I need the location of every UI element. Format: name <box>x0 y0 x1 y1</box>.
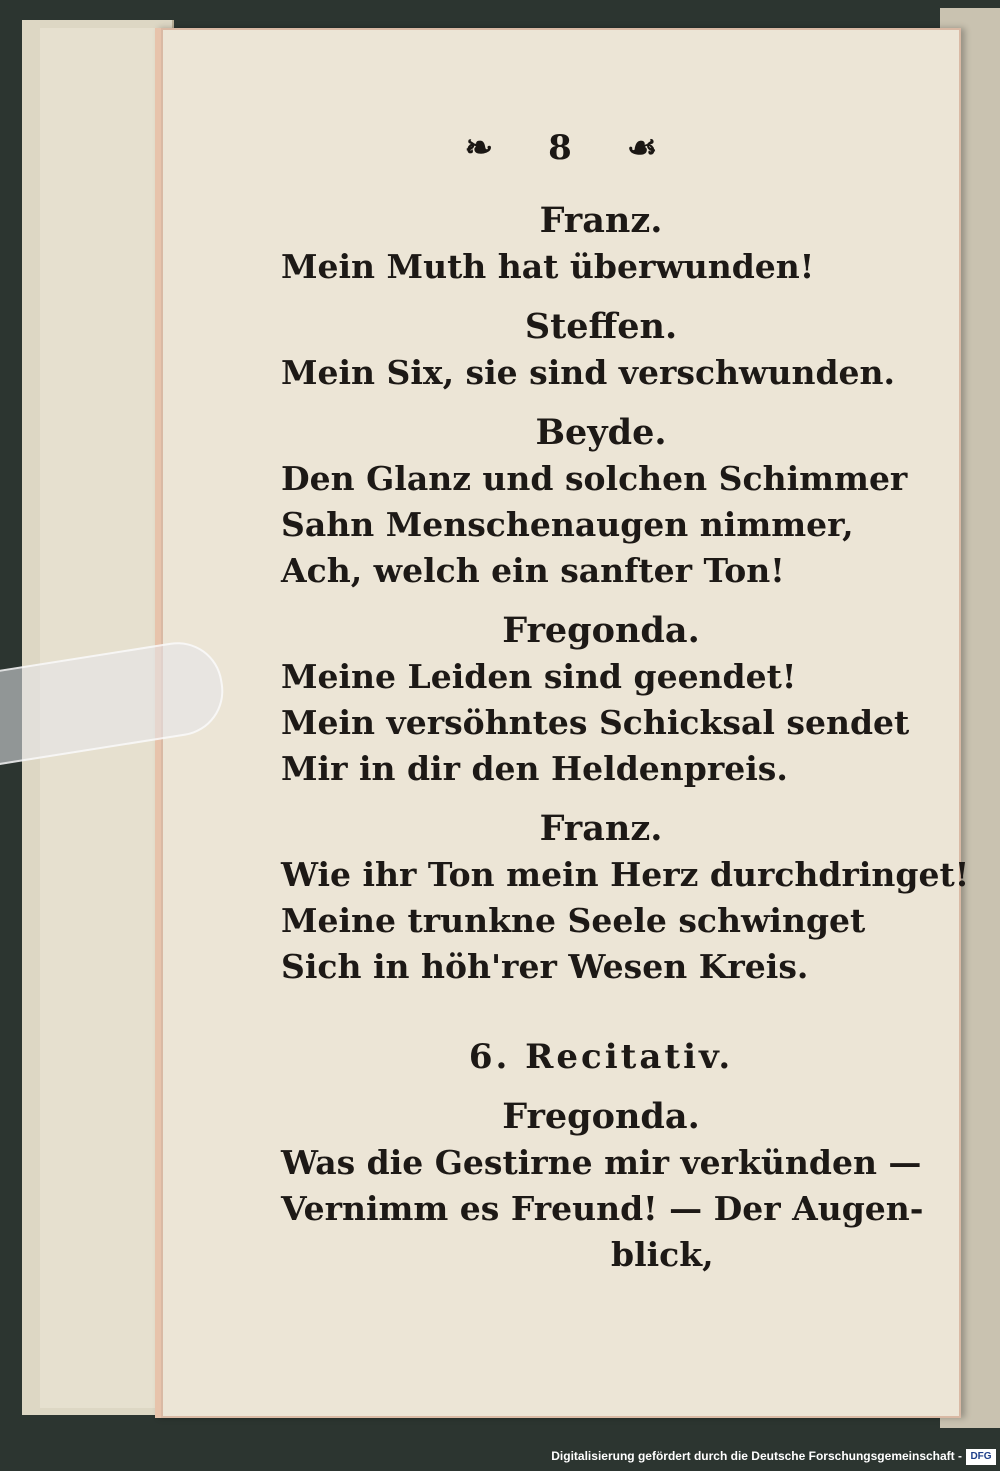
speaker-label: Beyde. <box>535 412 667 453</box>
verse-line: Den Glanz und solchen Schimmer <box>281 459 908 498</box>
speaker-label: Franz. <box>539 200 663 241</box>
verse-line: Vernimm es Freund! — Der Augen- <box>281 1189 924 1228</box>
speaker-label: Fregonda. <box>502 1096 700 1137</box>
verse-line: Wie ihr Ton mein Herz durchdringet! <box>281 855 970 894</box>
catchword: blick, <box>611 1235 714 1274</box>
verse-line: Mir in dir den Heldenpreis. <box>281 749 788 788</box>
verse-line: Mein Six, sie sind verschwunden. <box>281 353 895 392</box>
verse-line: Meine Leiden sind geendet! <box>281 657 797 696</box>
verse-line: Mein Muth hat überwunden! <box>281 247 815 286</box>
verse-line: Sahn Menschenaugen nimmer, <box>281 505 854 544</box>
page-number: 8 <box>548 128 572 168</box>
dfg-logo-icon: DFG <box>966 1449 996 1465</box>
speaker-label: Franz. <box>539 808 663 849</box>
book-page <box>155 28 970 1418</box>
digitization-credit: Digitalisierung gefördert durch die Deutsche Forschungsgemeinschaft - <box>551 1449 962 1463</box>
speaker-label: Fregonda. <box>502 610 700 651</box>
section-heading: 6. Recitativ. <box>468 1037 734 1077</box>
page-header <box>161 128 961 168</box>
ornament-left-icon: ❧ <box>464 128 494 168</box>
verse-line: Mein versöhntes Schicksal sendet <box>281 703 910 742</box>
ornament-right-icon: ☙ <box>626 128 658 168</box>
page-text <box>281 198 970 1278</box>
speaker-label: Steffen. <box>524 306 678 347</box>
verse-line: Was die Gestirne mir verkünden — <box>281 1143 922 1182</box>
verse-line: Meine trunkne Seele schwinget <box>281 901 866 940</box>
verse-line: Sich in höh'rer Wesen Kreis. <box>281 947 809 986</box>
verse-line: Ach, welch ein sanfter Ton! <box>281 551 785 590</box>
